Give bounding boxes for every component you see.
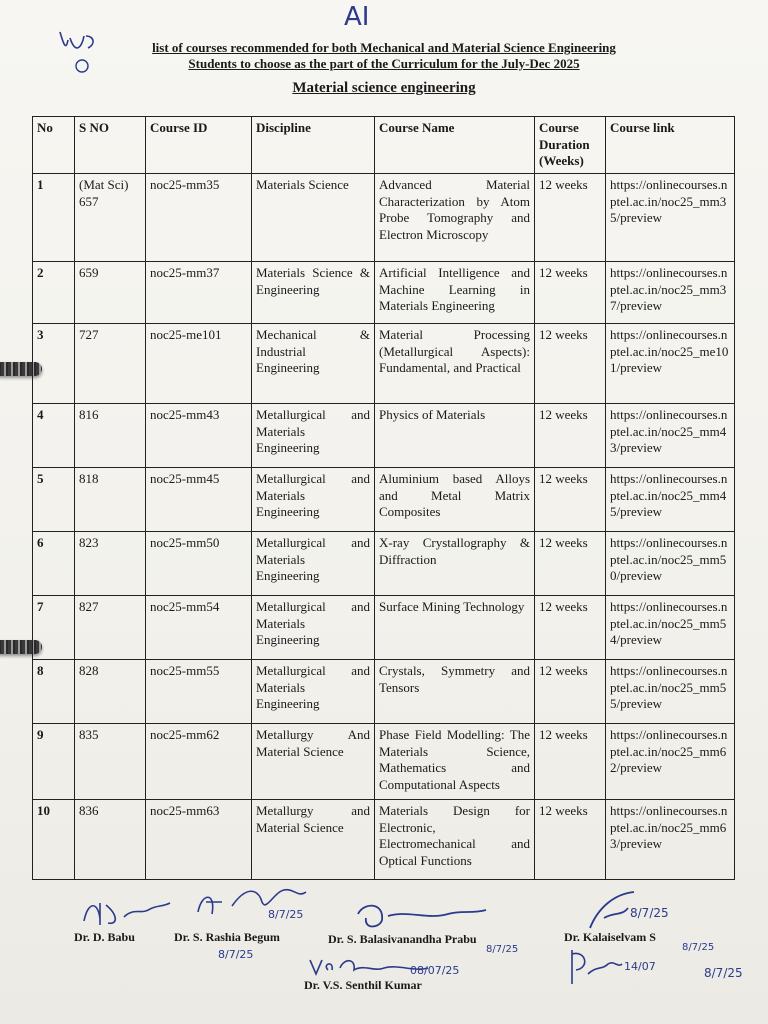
cell-course-id: noc25-mm63 xyxy=(146,799,252,879)
table-body xyxy=(33,173,735,879)
cell-sno: 818 xyxy=(75,467,146,531)
cell-no: 3 xyxy=(33,323,75,403)
cell-course-name: X-ray Crystallography & Diffraction xyxy=(375,531,535,595)
header-line-2: Students to choose as the part of the Curriculum for the July-Dec 2025 xyxy=(188,56,580,71)
col-header-sno: S NO xyxy=(75,117,146,174)
cell-duration: 12 weeks xyxy=(535,659,606,723)
cell-discipline: Metallurgical and Materials Engineering xyxy=(252,403,375,467)
cell-duration: 12 weeks xyxy=(535,799,606,879)
cell-course-id: noc25-mm35 xyxy=(146,173,252,261)
signature-prabu-scribble xyxy=(352,898,492,932)
cell-course-name: Physics of Materials xyxy=(375,403,535,467)
handwritten-date-kalai: 8/7/25 xyxy=(630,906,669,920)
cell-duration: 12 weeks xyxy=(535,403,606,467)
cell-course-link: https://onlinecourses.nptel.ac.in/noc25_mm54/preview xyxy=(606,595,735,659)
col-header-course-name: Course Name xyxy=(375,117,535,174)
cell-course-id: noc25-mm37 xyxy=(146,261,252,323)
cell-course-name: Aluminium based Alloys and Metal Matrix Composites xyxy=(375,467,535,531)
cell-course-id: noc25-mm43 xyxy=(146,403,252,467)
cell-course-id: noc25-mm55 xyxy=(146,659,252,723)
signature-rashia-scribble xyxy=(192,882,332,926)
col-header-course-id: Course ID xyxy=(146,117,252,174)
cell-sno: 823 xyxy=(75,531,146,595)
cell-sno: (Mat Sci) 657 xyxy=(75,173,146,261)
cell-no: 5 xyxy=(33,467,75,531)
table-row xyxy=(33,261,735,323)
cell-no: 7 xyxy=(33,595,75,659)
header-line-1: list of courses recommended for both Mechanical and Material Science Engineering xyxy=(152,40,616,55)
cell-sno: 835 xyxy=(75,723,146,799)
cell-course-link: https://onlinecourses.nptel.ac.in/noc25_me101/preview xyxy=(606,323,735,403)
cell-no: 8 xyxy=(33,659,75,723)
table-row xyxy=(33,403,735,467)
cell-course-name: Material Processing (Metallurgical Aspects): Fundamental, and Practical xyxy=(375,323,535,403)
cell-course-id: noc25-mm62 xyxy=(146,723,252,799)
table-row xyxy=(33,323,735,403)
col-header-no: No xyxy=(33,117,75,174)
cell-duration: 12 weeks xyxy=(535,323,606,403)
cell-sno: 816 xyxy=(75,403,146,467)
page-title: Material science engineering xyxy=(292,80,476,96)
cell-discipline: Mechanical & Industrial Engineering xyxy=(252,323,375,403)
cell-course-name: Artificial Intelligence and Machine Learning in Materials Engineering xyxy=(375,261,535,323)
cell-duration: 12 weeks xyxy=(535,595,606,659)
cell-course-link: https://onlinecourses.nptel.ac.in/noc25_mm45/preview xyxy=(606,467,735,531)
col-header-discipline: Discipline xyxy=(252,117,375,174)
cell-discipline: Metallurgy and Material Science xyxy=(252,799,375,879)
cell-course-name: Phase Field Modelling: The Materials Science, Mathematics and Computational Aspects xyxy=(375,723,535,799)
cell-no: 4 xyxy=(33,403,75,467)
cell-course-id: noc25-mm45 xyxy=(146,467,252,531)
handwritten-annotation: AI xyxy=(344,2,370,32)
handwritten-date-bottom-2: 8/7/25 xyxy=(682,942,715,953)
table-row xyxy=(33,723,735,799)
handwritten-date-senthil: 08/07/25 xyxy=(410,964,460,977)
cell-duration: 12 weeks xyxy=(535,173,606,261)
col-header-link: Course link xyxy=(606,117,735,174)
signatory-name-kalaiselvam: Dr. Kalaiselvam S xyxy=(564,930,656,944)
handwritten-date-rashia-2: 8/7/25 xyxy=(218,948,254,961)
signatory-name-senthil: Dr. V.S. Senthil Kumar xyxy=(304,978,422,992)
cell-sno: 836 xyxy=(75,799,146,879)
signatory-name-babu: Dr. D. Babu xyxy=(74,930,135,944)
table-row xyxy=(33,531,735,595)
cell-duration: 12 weeks xyxy=(535,723,606,799)
cell-duration: 12 weeks xyxy=(535,261,606,323)
table-header-row xyxy=(33,117,735,174)
cell-no: 9 xyxy=(33,723,75,799)
cell-course-link: https://onlinecourses.nptel.ac.in/noc25_mm63/preview xyxy=(606,799,735,879)
cell-sno: 828 xyxy=(75,659,146,723)
cell-no: 1 xyxy=(33,173,75,261)
cell-duration: 12 weeks xyxy=(535,531,606,595)
cell-course-id: noc25-mm50 xyxy=(146,531,252,595)
cell-course-link: https://onlinecourses.nptel.ac.in/noc25_mm55/preview xyxy=(606,659,735,723)
cell-course-name: Surface Mining Technology xyxy=(375,595,535,659)
cell-discipline: Metallurgical and Materials Engineering xyxy=(252,467,375,531)
cell-no: 10 xyxy=(33,799,75,879)
cell-discipline: Metallurgy And Material Science xyxy=(252,723,375,799)
cell-course-link: https://onlinecourses.nptel.ac.in/noc25_mm43/preview xyxy=(606,403,735,467)
cell-discipline: Materials Science & Engineering xyxy=(252,261,375,323)
cell-no: 2 xyxy=(33,261,75,323)
cell-sno: 827 xyxy=(75,595,146,659)
handwritten-date-prabu: 8/7/25 xyxy=(486,944,519,955)
cell-discipline: Metallurgical and Materials Engineering xyxy=(252,659,375,723)
handwritten-date-bottom-1: 14/07 xyxy=(624,960,656,973)
cell-course-id: noc25-mm54 xyxy=(146,595,252,659)
cell-course-link: https://onlinecourses.nptel.ac.in/noc25_mm37/preview xyxy=(606,261,735,323)
signatory-name-rashia: Dr. S. Rashia Begum xyxy=(174,930,280,944)
cell-course-id: noc25-me101 xyxy=(146,323,252,403)
cell-sno: 659 xyxy=(75,261,146,323)
signature-bottom-right-scribble xyxy=(566,940,746,990)
cell-discipline: Materials Science xyxy=(252,173,375,261)
table-row xyxy=(33,659,735,723)
signature-babu-scribble xyxy=(78,895,174,931)
cell-course-name: Advanced Material Characterization by Atom Probe Tomography and Electron Microscopy xyxy=(375,173,535,261)
cell-course-name: Materials Design for Electronic, Electromechanical and Optical Functions xyxy=(375,799,535,879)
cell-course-link: https://onlinecourses.nptel.ac.in/noc25_mm35/preview xyxy=(606,173,735,261)
cell-discipline: Metallurgical and Materials Engineering xyxy=(252,531,375,595)
cell-no: 6 xyxy=(33,531,75,595)
handwritten-date-bottom-3: 8/7/25 xyxy=(704,966,743,980)
cell-course-link: https://onlinecourses.nptel.ac.in/noc25_mm62/preview xyxy=(606,723,735,799)
handwritten-date-rashia-1: 8/7/25 xyxy=(268,908,304,921)
cell-sno: 727 xyxy=(75,323,146,403)
cell-course-name: Crystals, Symmetry and Tensors xyxy=(375,659,535,723)
col-header-duration: Course Duration (Weeks) xyxy=(535,117,606,174)
course-table xyxy=(32,116,735,880)
table-row xyxy=(33,173,735,261)
signatory-name-prabu: Dr. S. Balasivanandha Prabu xyxy=(328,932,477,946)
table-row xyxy=(33,595,735,659)
cell-course-link: https://onlinecourses.nptel.ac.in/noc25_mm50/preview xyxy=(606,531,735,595)
table-row xyxy=(33,799,735,879)
cell-discipline: Metallurgical and Materials Engineering xyxy=(252,595,375,659)
table-row xyxy=(33,467,735,531)
cell-duration: 12 weeks xyxy=(535,467,606,531)
